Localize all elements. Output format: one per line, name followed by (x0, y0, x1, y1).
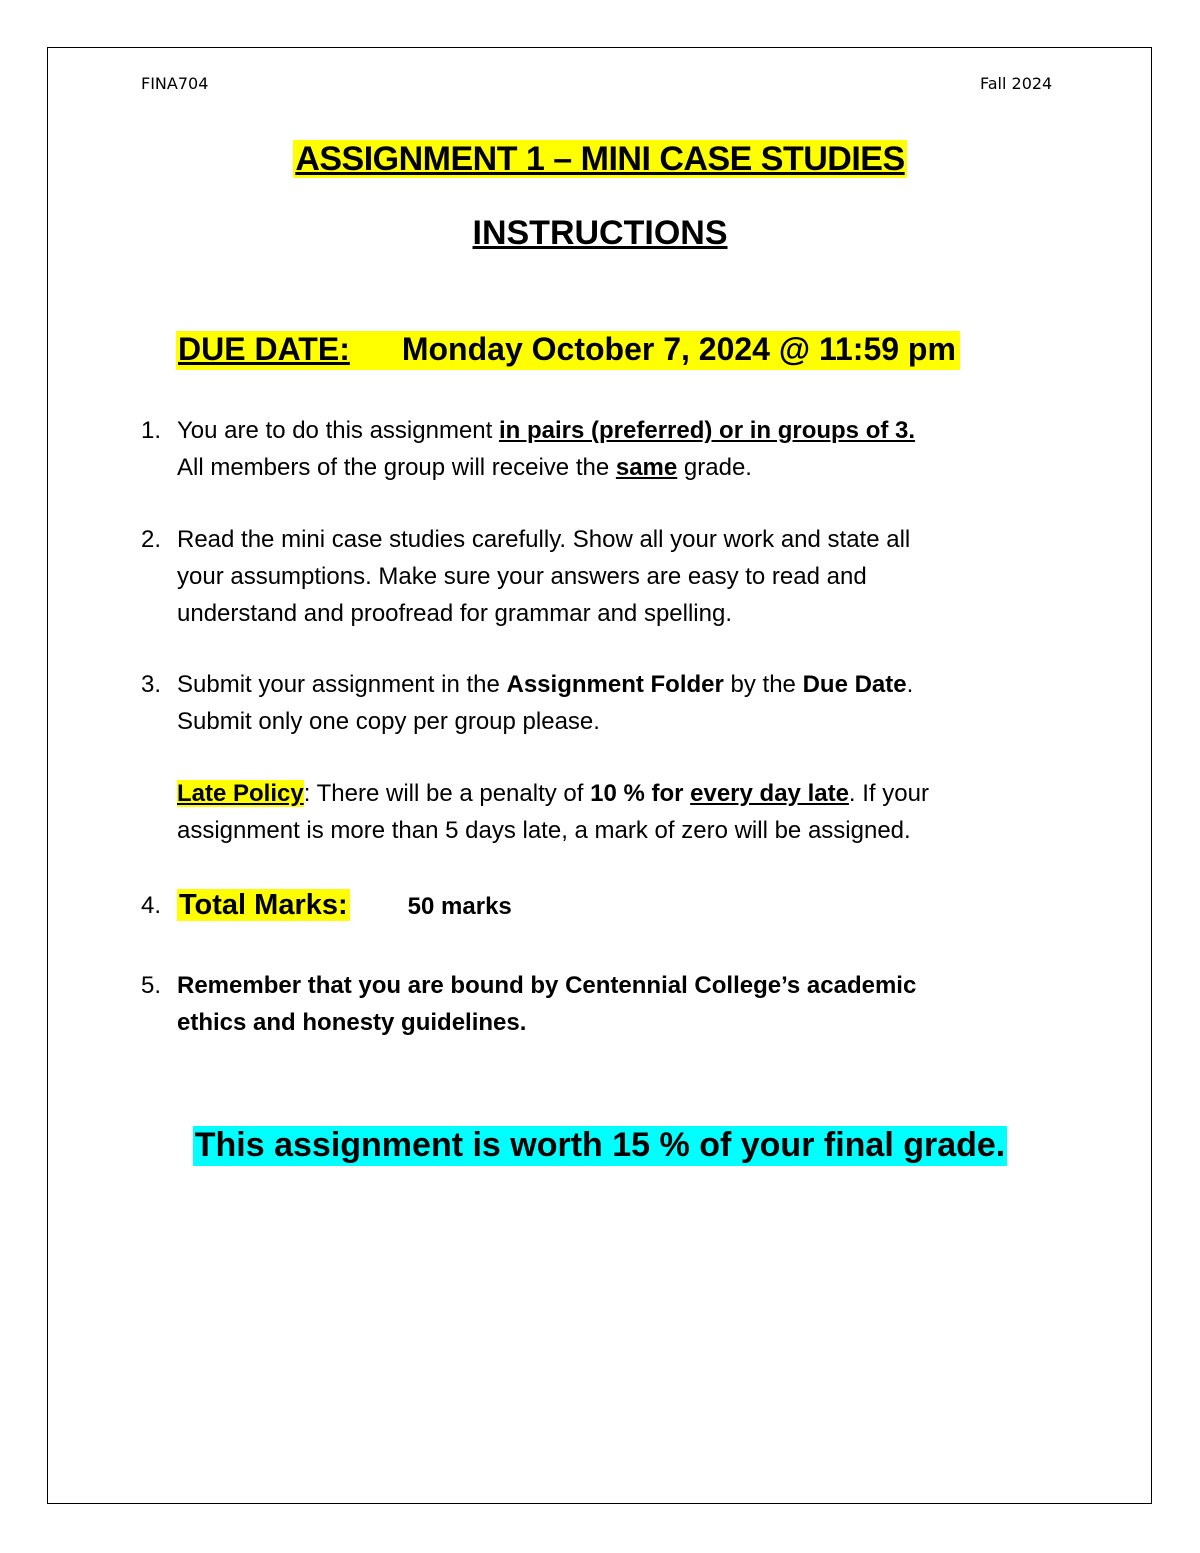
list-item (141, 967, 916, 1041)
late-policy (141, 775, 929, 849)
item-line: ethics and honesty guidelines. (177, 1009, 527, 1036)
item-text: by the (723, 671, 803, 698)
list-item (141, 521, 910, 632)
item-text: You are to do this assignment (177, 417, 499, 444)
item-line: Read the mini case studies carefully. Show all your work and state all (177, 526, 911, 553)
item-line: your assumptions. Make sure your answers are easy to read and (177, 563, 867, 590)
item-text: All members of the group will receive the (177, 454, 616, 481)
list-item (141, 887, 512, 925)
item-text: . (906, 671, 914, 698)
item-number: 4. (141, 892, 162, 919)
item-line (177, 412, 915, 449)
grade-weight-note (0, 1126, 1200, 1165)
title-text: ASSIGNMENT 1 – MINI CASE STUDIES (295, 140, 905, 178)
item-line (177, 666, 913, 703)
due-date-value: Monday October 7, 2024 @ 11:59 pm (401, 331, 956, 367)
item-line: Submit only one copy per group please. (177, 708, 600, 735)
due-date-text: Due Date (802, 671, 907, 698)
late-policy-text: . If your (848, 780, 929, 807)
item-number: 5. (141, 972, 162, 999)
assignment-folder-text: Assignment Folder (506, 671, 724, 698)
late-policy-text: : There will be a penalty of (303, 780, 591, 807)
total-marks-value: 50 marks (407, 893, 512, 920)
late-policy-line (177, 775, 929, 812)
same-emphasis: same (615, 454, 678, 481)
list-item (141, 666, 913, 740)
group-requirement: in pairs (preferred) or in groups of 3. (498, 417, 916, 444)
due-date-label: DUE DATE: (178, 331, 350, 367)
header-term: Fall 2024 (980, 74, 1053, 93)
due-date-banner (176, 331, 960, 370)
instructions-heading: INSTRUCTIONS (472, 214, 728, 252)
item-number: 1. (141, 417, 162, 444)
item-number: 3. (141, 671, 162, 698)
item-text: grade. (677, 454, 752, 481)
item-text: Submit your assignment in the (177, 671, 507, 698)
list-item (141, 412, 915, 486)
item-line (177, 449, 915, 486)
header-course: FINA704 (141, 74, 209, 93)
document-title (0, 140, 1200, 179)
late-policy-label: Late Policy (177, 780, 304, 807)
grade-weight-text: This assignment is worth 15 % of your final grade. (194, 1126, 1006, 1164)
item-number: 2. (141, 526, 162, 553)
item-line: Remember that you are bound by Centennial College’s academic (177, 972, 917, 999)
late-policy-line: assignment is more than 5 days late, a mark of zero will be assigned. (177, 817, 911, 844)
every-day-late: every day late (690, 780, 849, 807)
total-marks-label: Total Marks: (179, 889, 348, 921)
late-penalty: 10 % for (590, 780, 691, 807)
item-line: understand and proofread for grammar and spelling. (177, 600, 732, 627)
